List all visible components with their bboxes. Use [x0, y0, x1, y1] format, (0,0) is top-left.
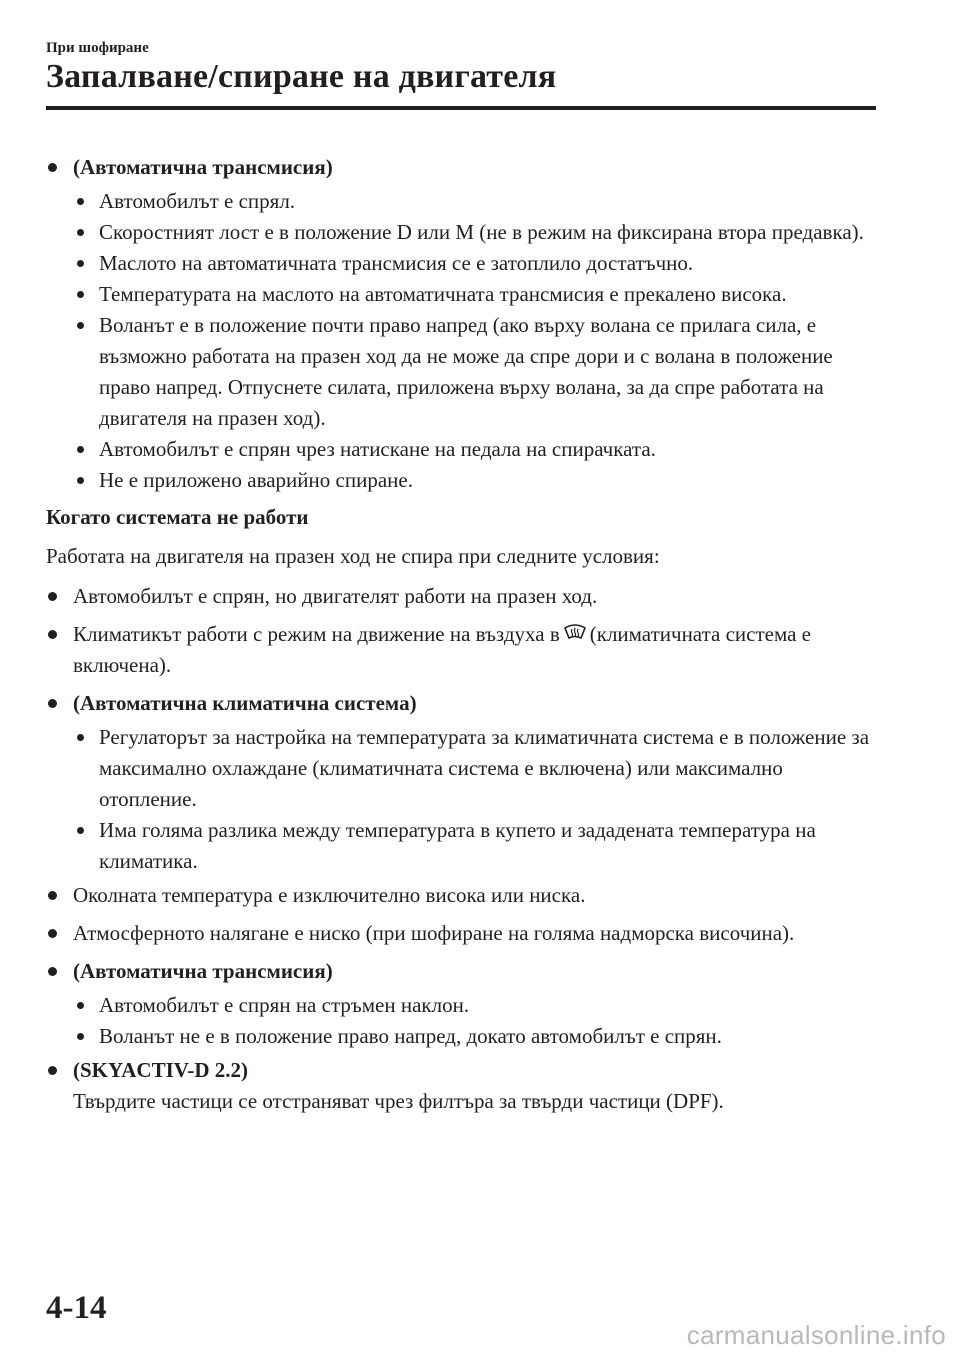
windshield-defroster-icon: [563, 621, 587, 643]
group-heading: (Автоматична трансмисия): [73, 155, 333, 179]
page-title: Запалване/спиране на двигателя: [46, 58, 557, 95]
sub-list-item: Воланът не е в положение право напред, докато автомобилът е спрян.: [73, 1021, 874, 1052]
sub-list-item: Автомобилът е спрян чрез натискане на педала на спирачката.: [73, 434, 874, 465]
sub-list-item: Регулаторът за настройка на температурата за климатичната система е в положение за максимално охлаждане (климатичната система е включена) или максимално отопление.: [73, 722, 874, 815]
list-item: Околната температура е изключително висока или ниска.: [46, 880, 874, 911]
list-item: [46, 956, 874, 1052]
content: [46, 152, 874, 1124]
subsection-heading: Когато системата не работи: [46, 505, 309, 529]
list-item: [46, 688, 874, 877]
group-heading: (SKYACTIV-D 2.2): [73, 1058, 249, 1082]
list-item: [46, 1055, 874, 1117]
list-item: Автомобилът е спрян, но двигателят работи на празен ход.: [46, 581, 874, 612]
sub-list-item: Температурата на маслото на автоматичната трансмисия е прекалено висока.: [73, 279, 874, 310]
sub-list: [73, 186, 874, 496]
section-label: При шофиране: [46, 40, 149, 56]
sub-list-item: Маслото на автоматичната трансмисия се е затоплило достатъчно.: [73, 248, 874, 279]
sub-list-item: Автомобилът е спрял.: [73, 186, 874, 217]
sub-list-item: Не е приложено аварийно спиране.: [73, 465, 874, 496]
sub-list-item: Автомобилът е спрян на стръмен наклон.: [73, 990, 874, 1021]
skyactiv-text: Твърдите частици се отстраняват чрез филтъра за твърди частици (DPF).: [73, 1089, 724, 1113]
sub-list-item: Има голяма разлика между температурата в купето и зададената температура на климатика.: [73, 815, 874, 877]
watermark: carmanualsonline.info: [686, 1320, 946, 1350]
list-item: [46, 152, 874, 496]
conditions-list: [46, 581, 874, 1117]
group-heading: (Автоматична трансмисия): [73, 959, 333, 983]
climate-text-after: (климатичната система е включена).: [73, 622, 811, 677]
sub-list-item: Скоростният лост е в положение D или M (не в режим на фиксирана втора предавка).: [73, 217, 874, 248]
list-item: [46, 619, 874, 681]
intro-paragraph: Работата на двигателя на празен ход не спира при следните условия:: [46, 544, 660, 568]
sub-list-item: Воланът е в положение почти право напред (ако върху волана се прилага сила, е възможно работата на празен ход да не може да спре дори и с волана в положение право напред. Отпуснете силата, приложена върху волана, за да спре работата на двигателя на празен ход).: [73, 310, 874, 434]
page-number: 4-14: [46, 1290, 107, 1326]
sub-list: [73, 722, 874, 877]
group-heading: (Автоматична климатична система): [73, 691, 417, 715]
climate-text-before: Климатикът работи с режим на движение на въздуха в: [73, 622, 560, 646]
title-rule: [46, 106, 876, 110]
list-item: Атмосферното налягане е ниско (при шофиране на голяма надморска височина).: [46, 918, 874, 949]
sub-list: [73, 990, 874, 1052]
intro-list: [46, 152, 874, 496]
